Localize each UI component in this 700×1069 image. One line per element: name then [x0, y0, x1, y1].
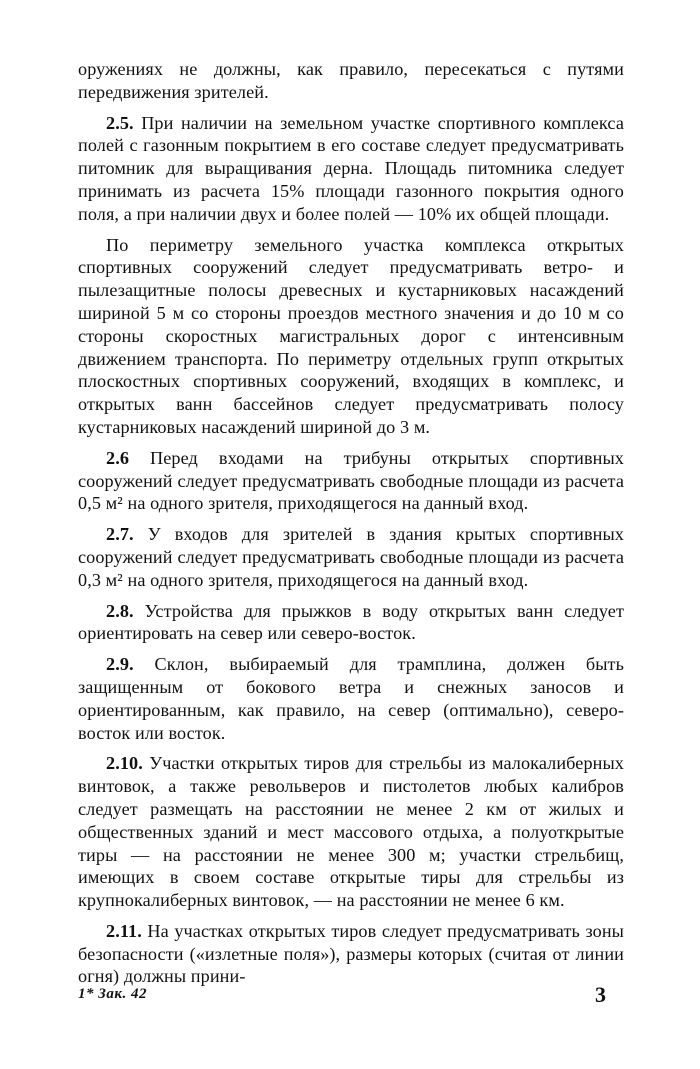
clause-number: 2.5.	[106, 112, 134, 133]
paragraph-text: У входов для зрителей в здания крытых спортивных сооружений следует предусматривать свободные площади из расчета 0,3 м² на одного зрителя, приходящегося на данный вход.	[78, 524, 624, 590]
paragraph-2-5	[78, 112, 624, 226]
clause-number: 2.7.	[106, 524, 134, 545]
paragraph-text: Участки открытых тиров для стрельбы из малокалиберных винтовок, а также револьверов и пистолетов любых калибров следует размещать на расстоянии не менее 2 км от жилых и общественных зданий и мест массового отдыха, а полуоткрытые тиры — на расстоянии не менее 300 м; участки стрельбищ, имеющих в своем составе открытые тиры для стрельбы из крупнокалиберных винтовок, — на расстоянии не менее 6 км.	[78, 753, 624, 911]
paragraph-text: По периметру земельного участка комплекса открытых спортивных сооружений следует предусматривать ветро- и пылезащитные полосы древесных и кустарниковых насаждений шириной 5 м со стороны проездов местного значения и до 10 м со стороны скоростных магистральных дорог с интенсивным движением транспорта. По периметру отдельных групп открытых плоскостных спортивных сооружений, входящих в комплекс, и открытых ванн бассейнов следует предусматривать полосу кустарниковых насаждений шириной до 3 м.	[78, 234, 624, 437]
paragraph-text: оружениях не должны, как правило, пересекаться с путями передвижения зрителей.	[78, 59, 624, 102]
paragraph-text: Перед входами на трибуны открытых спортивных сооружений следует предусматривать свободные площади из расчета 0,5 м² на одного зрителя, приходящегося на данный вход.	[78, 447, 624, 514]
clause-number: 2.6	[106, 447, 130, 468]
clause-number: 2.10.	[106, 753, 143, 774]
clause-number: 2.8.	[106, 600, 134, 621]
paragraph-text: Устройства для прыжков в воду открытых ванн следует ориентировать на север или северо-восток.	[78, 600, 624, 644]
paragraph-2-11	[78, 920, 624, 988]
clause-number: 2.9.	[106, 654, 134, 675]
page-body	[78, 58, 624, 996]
paragraph-2-7	[78, 523, 624, 591]
printer-signature: 1* Зак. 42	[78, 986, 147, 1002]
paragraph-text: На участках открытых тиров следует предусматривать зоны безопасности («излетные поля»), размеры которых (считая от линии огня) должны прини-	[78, 920, 624, 987]
paragraph-2-10	[78, 752, 624, 912]
page-number: 3	[595, 982, 606, 1007]
paragraph-text: Склон, выбираемый для трамплина, должен быть защищенным от бокового ветра и снежных заносов и ориентированным, как правило, на север (оптимально), северо-восток или восток.	[78, 654, 624, 743]
clause-number: 2.11.	[106, 920, 142, 941]
paragraph-text: При наличии на земельном участке спортивного комплекса полей с газонным покрытием в его составе следует предусматривать питомник для выращивания дерна. Площадь питомника следует принимать из расчета 15% площади газонного покрытия одного поля, а при наличии двух и более полей — 10% их общей площади.	[78, 112, 624, 224]
paragraph-2-9	[78, 653, 624, 744]
paragraph-2-6	[78, 447, 624, 515]
paragraph-2-8	[78, 600, 624, 646]
paragraph-continuation	[78, 58, 624, 104]
paragraph-perimeter	[78, 234, 624, 439]
